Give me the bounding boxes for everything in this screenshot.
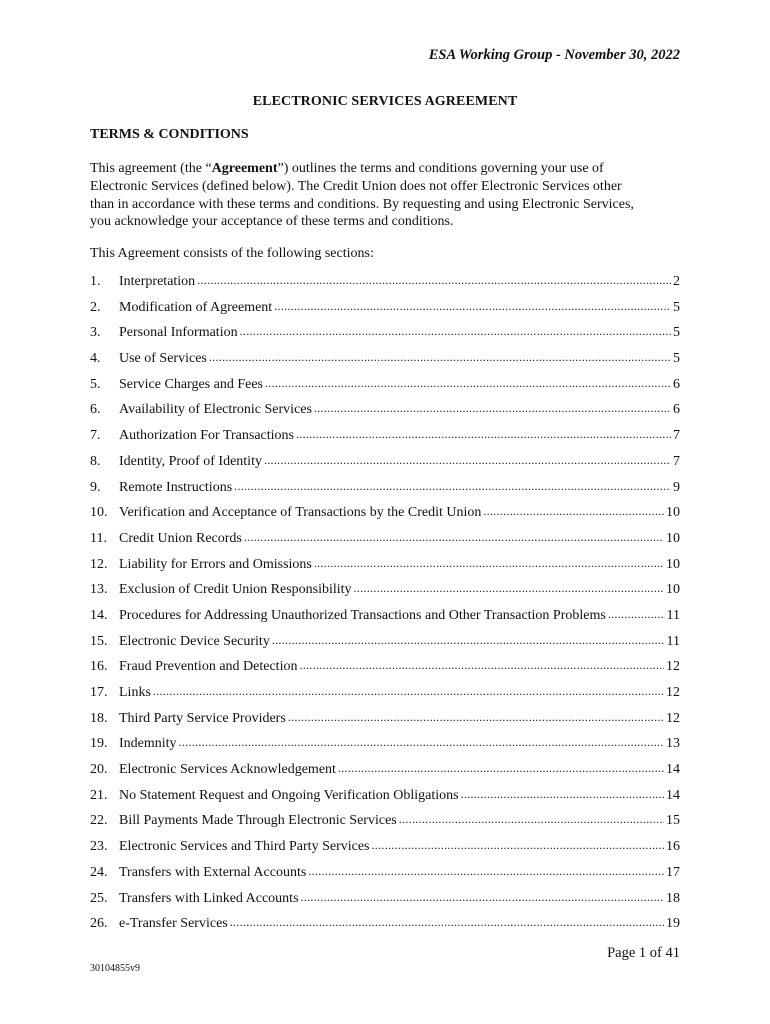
toc-entry-label[interactable]: Electronic Device Security [119, 633, 270, 649]
toc-entry-page[interactable]: 10 [666, 505, 680, 521]
toc-entry-page[interactable]: 6 [673, 402, 680, 418]
toc-entry-label[interactable]: Credit Union Records [119, 530, 242, 546]
toc-entry-label[interactable]: Verification and Acceptance of Transactions by the Credit Union [119, 505, 482, 521]
toc-dot-leader [179, 733, 664, 747]
toc-entry[interactable] [90, 631, 680, 657]
toc-entry-page[interactable]: 14 [666, 787, 680, 803]
toc-entry[interactable] [90, 810, 680, 836]
sections-lead-in: This Agreement consists of the following sections: [90, 246, 374, 261]
toc-entry-label[interactable]: Use of Services [119, 351, 207, 367]
document-title: ELECTRONIC SERVICES AGREEMENT [252, 94, 518, 109]
intro-paragraph [90, 160, 680, 231]
toc-entry-number: 24. [90, 864, 108, 880]
toc-entry[interactable] [90, 759, 680, 785]
toc-entry[interactable] [90, 913, 680, 939]
toc-entry[interactable] [90, 322, 680, 348]
toc-entry-number: 8. [90, 453, 101, 469]
toc-dot-leader [461, 785, 664, 799]
toc-entry[interactable] [90, 862, 680, 888]
toc-entry-label[interactable]: Personal Information [119, 325, 238, 341]
toc-entry-number: 20. [90, 762, 108, 778]
toc-entry-number: 13. [90, 582, 108, 598]
toc-entry[interactable] [90, 836, 680, 862]
toc-entry-label[interactable]: Interpretation [119, 274, 196, 289]
toc-entry-page[interactable]: 6 [673, 376, 680, 392]
toc-entry-label[interactable]: Transfers with External Accounts [119, 864, 307, 880]
toc-entry-page[interactable]: 15 [666, 813, 680, 829]
toc-entry[interactable] [90, 708, 680, 734]
toc-entry-page[interactable]: 5 [673, 325, 680, 341]
toc-entry-page[interactable]: 5 [673, 351, 680, 367]
toc-entry-page[interactable]: 16 [666, 839, 680, 855]
toc-dot-leader [354, 579, 664, 593]
toc-dot-leader [288, 708, 664, 722]
toc-dot-leader [314, 399, 671, 413]
toc-dot-leader [244, 528, 664, 542]
toc-entry-label[interactable]: Links [119, 685, 151, 700]
toc-entry-page[interactable]: 12 [666, 710, 680, 726]
toc-entry-page[interactable]: 5 [673, 299, 680, 315]
toc-entry-number: 2. [90, 299, 101, 315]
toc-dot-leader [608, 605, 665, 619]
toc-entry-page[interactable]: 11 [666, 607, 680, 623]
toc-entry[interactable] [90, 554, 680, 580]
toc-dot-leader [314, 554, 664, 568]
toc-dot-leader [299, 656, 664, 670]
toc-entry-label[interactable]: Exclusion of Credit Union Responsibility [119, 582, 352, 598]
toc-entry-number: 4. [90, 351, 101, 367]
toc-entry-number: 10. [90, 505, 108, 521]
toc-entry-number: 18. [90, 710, 108, 726]
toc-entry-label[interactable]: Remote Instructions [119, 479, 233, 495]
toc-entry-label[interactable]: Liability for Errors and Omissions [119, 556, 312, 572]
toc-entry-page[interactable]: 17 [666, 864, 680, 880]
toc-entry-page[interactable]: 10 [666, 530, 680, 546]
toc-entry-number: 26. [90, 916, 108, 932]
toc-dot-leader [234, 477, 671, 491]
toc-entry[interactable] [90, 451, 680, 477]
toc-entry-page[interactable]: 19 [666, 916, 680, 932]
toc-entry-page[interactable]: 13 [666, 736, 680, 752]
toc-entry[interactable] [90, 605, 680, 631]
toc-entry-page[interactable]: 11 [666, 633, 680, 649]
toc-dot-leader [272, 631, 665, 645]
toc-entry-label[interactable]: Service Charges and Fees [119, 376, 263, 392]
toc-dot-leader [399, 810, 664, 824]
toc-entry[interactable] [90, 733, 680, 759]
toc-entry-number: 7. [90, 428, 101, 444]
toc-entry[interactable] [90, 528, 680, 554]
intro-line-3: than in accordance with these terms and conditions. By requesting and using Electronic Services, [90, 196, 634, 212]
page-number: Page 1 of 41 [607, 945, 680, 961]
toc-entry-number: 5. [90, 376, 101, 392]
toc-entry-page[interactable]: 7 [673, 428, 680, 444]
header-note: ESA Working Group - November 30, 2022 [428, 47, 680, 63]
toc-dot-leader [209, 348, 671, 362]
toc-dot-leader [483, 502, 664, 516]
toc-dot-leader [240, 322, 671, 336]
section-heading: TERMS & CONDITIONS [90, 127, 249, 142]
toc-entry-label[interactable]: Procedures for Addressing Unauthorized Transactions and Other Transaction Problems [119, 607, 606, 623]
toc-entry-label[interactable]: Fraud Prevention and Detection [119, 659, 298, 675]
toc-entry-number: 12. [90, 556, 108, 572]
toc-entry[interactable] [90, 682, 680, 708]
toc-entry[interactable] [90, 888, 680, 914]
toc-entry-number: 19. [90, 736, 108, 752]
toc-entry[interactable] [90, 348, 680, 374]
toc-entry-label[interactable]: Authorization For Transactions [119, 428, 294, 444]
toc-entry[interactable] [90, 579, 680, 605]
toc-entry-page[interactable]: 12 [666, 659, 680, 675]
toc-entry-number: 17. [90, 685, 108, 700]
toc-entry-label[interactable]: Electronic Services and Third Party Services [119, 839, 370, 855]
toc-entry[interactable] [90, 271, 680, 297]
toc-entry[interactable] [90, 374, 680, 400]
toc-entry-page[interactable]: 12 [666, 685, 680, 700]
toc-entry[interactable] [90, 477, 680, 503]
table-of-contents [90, 271, 680, 939]
toc-entry-page[interactable]: 9 [673, 479, 680, 495]
toc-entry[interactable] [90, 399, 680, 425]
toc-entry-page[interactable]: 18 [666, 890, 680, 906]
toc-entry-number: 3. [90, 325, 101, 341]
toc-entry-label[interactable]: Electronic Services Acknowledgement [119, 762, 336, 778]
toc-entry[interactable] [90, 425, 680, 451]
toc-entry-page[interactable]: 10 [666, 556, 680, 572]
toc-dot-leader [301, 888, 664, 902]
toc-dot-leader [338, 759, 664, 773]
toc-entry-page[interactable]: 2 [673, 274, 680, 289]
intro-line-1-suffix: ”) outlines the terms and conditions governing your use of [277, 161, 604, 176]
toc-entry-number: 23. [90, 839, 108, 855]
toc-dot-leader [264, 451, 671, 465]
toc-dot-leader [274, 297, 671, 311]
toc-entry-page[interactable]: 14 [666, 762, 680, 778]
toc-dot-leader [265, 374, 671, 388]
toc-entry-number: 25. [90, 890, 108, 906]
toc-entry-label[interactable]: No Statement Request and Ongoing Verification Obligations [119, 787, 459, 803]
document-id: 30104855v9 [90, 963, 140, 974]
toc-entry-label[interactable]: Identity, Proof of Identity [119, 453, 262, 469]
toc-entry-page[interactable]: 7 [673, 453, 680, 469]
toc-entry-number: 6. [90, 402, 101, 418]
toc-entry[interactable] [90, 297, 680, 323]
toc-entry-number: 16. [90, 659, 108, 675]
toc-entry-label[interactable]: Indemnity [119, 736, 177, 752]
toc-entry-label[interactable]: Bill Payments Made Through Electronic Services [119, 813, 397, 829]
toc-entry[interactable] [90, 502, 680, 528]
toc-entry-label[interactable]: e-Transfer Services [119, 916, 228, 932]
toc-entry-number: 11. [90, 530, 107, 546]
toc-entry-number: 1. [90, 274, 101, 289]
intro-line-2: Electronic Services (defined below). The Credit Union does not offer Electronic Services other [90, 178, 622, 194]
agreement-term: Agreement [211, 161, 278, 176]
toc-dot-leader [308, 862, 664, 876]
toc-dot-leader [197, 271, 671, 285]
toc-entry-label[interactable]: Transfers with Linked Accounts [119, 890, 299, 906]
intro-line-1 [90, 160, 680, 178]
toc-dot-leader [372, 836, 665, 850]
toc-dot-leader [230, 913, 664, 927]
toc-entry[interactable] [90, 656, 680, 682]
toc-entry-label[interactable]: Modification of Agreement [119, 299, 273, 315]
toc-entry-label[interactable]: Third Party Service Providers [119, 710, 286, 726]
toc-entry-page[interactable]: 10 [666, 582, 680, 598]
toc-dot-leader [153, 682, 664, 696]
intro-line-4: you acknowledge your acceptance of these terms and conditions. [90, 214, 454, 230]
toc-entry-number: 9. [90, 479, 101, 495]
toc-entry-number: 21. [90, 787, 108, 803]
toc-dot-leader [296, 425, 671, 439]
toc-entry-number: 15. [90, 633, 108, 649]
document-page [90, 0, 680, 1024]
toc-entry[interactable] [90, 785, 680, 811]
toc-entry-label[interactable]: Availability of Electronic Services [119, 402, 312, 418]
intro-line-1-prefix: This agreement (the “ [90, 161, 212, 176]
toc-entry-number: 22. [90, 813, 108, 829]
toc-entry-number: 14. [90, 607, 108, 623]
